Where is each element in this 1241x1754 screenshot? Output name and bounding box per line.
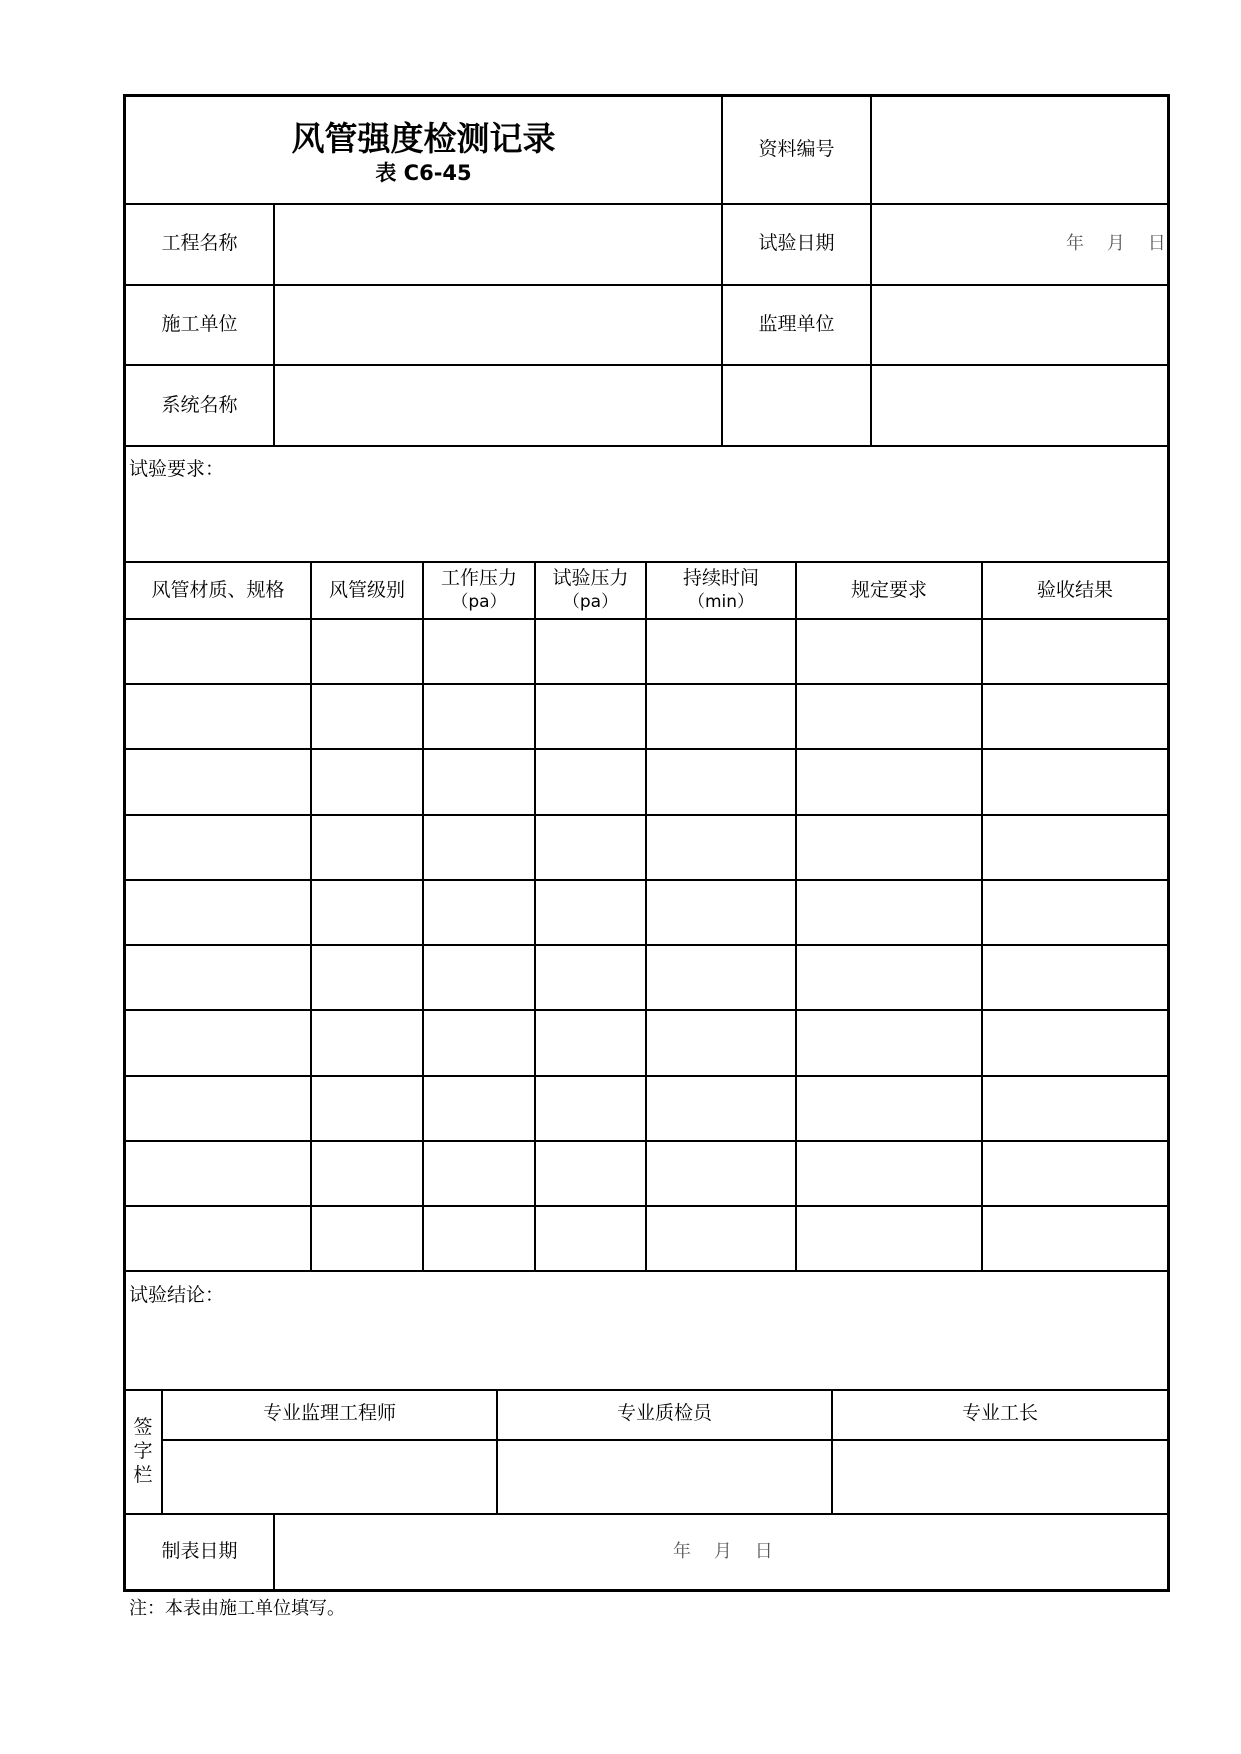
test-date-field[interactable]: 年 月 日 [1066, 233, 1166, 254]
rule-conclusion-bottom [123, 1389, 1170, 1391]
requirements-label: 试验要求： [129, 458, 225, 480]
col-unit-duration: （min） [687, 592, 755, 612]
supervisor-label: 监理单位 [758, 313, 835, 335]
col-header-duration: 持续时间 [682, 567, 759, 589]
footnote: 注：本表由施工单位填写。 [129, 1598, 345, 1619]
vrule-info-right [870, 94, 872, 445]
col-header-working-pressure: 工作压力 [440, 567, 517, 589]
rule-system-bottom [123, 445, 1170, 447]
rule-row-10 [123, 1270, 1170, 1272]
foreman-sign-field[interactable] [833, 1441, 1167, 1513]
quality-inspector-sign-field[interactable] [498, 1441, 831, 1513]
system-name-label: 系统名称 [161, 394, 238, 416]
table-date-field[interactable]: 年 月 日 [673, 1541, 773, 1562]
col-header-result: 验收结果 [1036, 579, 1113, 601]
col-header-requirement: 规定要求 [850, 579, 927, 601]
signature-label-char-3: 栏 [133, 1464, 153, 1486]
supervising-engineer-sign-field[interactable] [163, 1441, 496, 1513]
test-date-label: 试验日期 [758, 232, 835, 254]
vrule-col-5 [795, 561, 797, 1270]
vrule-col-3 [534, 561, 536, 1270]
project-name-label: 工程名称 [161, 232, 238, 254]
signature-label-char-2: 字 [133, 1440, 153, 1462]
col-header-grade: 风管级别 [328, 579, 405, 601]
col-header-material: 风管材质、规格 [151, 579, 285, 601]
vrule-col-6 [981, 561, 983, 1270]
contractor-field[interactable] [275, 286, 721, 364]
form-number: 表 C6-45 [375, 161, 472, 185]
col-header-test-pressure: 试验压力 [552, 567, 629, 589]
vrule-footer [273, 1513, 275, 1592]
contractor-label: 施工单位 [161, 313, 238, 335]
col-unit-working-pressure: （pa） [451, 592, 507, 612]
supervisor-field[interactable] [872, 286, 1167, 364]
supervising-engineer-label: 专业监理工程师 [262, 1402, 396, 1424]
page-title: 风管强度检测记录 [291, 119, 556, 158]
conclusion-label: 试验结论： [129, 1284, 225, 1306]
rule-signature-bottom [123, 1513, 1170, 1515]
project-name-field[interactable] [275, 205, 721, 283]
foreman-label: 专业工长 [961, 1402, 1038, 1424]
signature-section-label [126, 1415, 160, 1487]
signature-label-char-1: 签 [133, 1416, 153, 1438]
doc-no-label: 资料编号 [758, 138, 835, 160]
vrule-col-2 [422, 561, 424, 1270]
col-unit-test-pressure: （pa） [562, 592, 619, 612]
vrule-col-4 [645, 561, 647, 1270]
system-name-field[interactable] [275, 366, 721, 444]
table-date-label: 制表日期 [161, 1540, 238, 1562]
quality-inspector-label: 专业质检员 [616, 1402, 712, 1424]
vrule-col-1 [310, 561, 312, 1270]
